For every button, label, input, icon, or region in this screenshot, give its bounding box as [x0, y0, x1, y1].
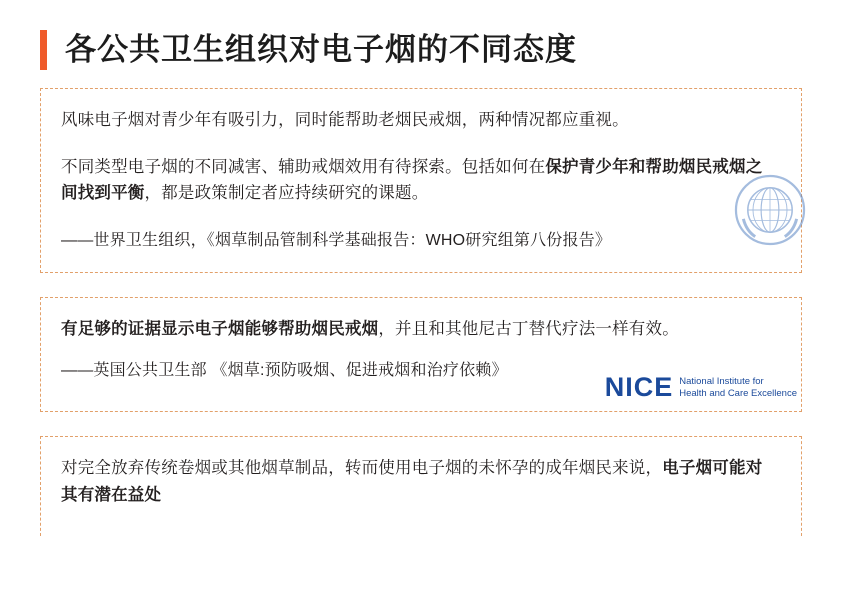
paragraph-segment-bold: 保护青少年和帮助烟民戒烟之间找到平衡 — [61, 157, 763, 203]
title-accent-bar — [40, 30, 47, 70]
nice-logo-word: NICE — [604, 372, 674, 402]
quote-paragraph — [61, 316, 779, 343]
nice-logo-subtitle-line1: National Institute for — [679, 375, 764, 387]
nice-logo-subtitle — [679, 376, 797, 400]
paragraph-segment: 对完全放弃传统卷烟或其他烟草制品，转而使用电子烟的未怀孕的成年烟民来说， — [61, 459, 663, 477]
quote-block-third — [40, 436, 802, 536]
quote-paragraph — [61, 455, 779, 508]
quote-source: ——英国公共卫生部 《烟草:预防吸烟、促进戒烟和治疗依赖》 — [61, 361, 508, 379]
paragraph-segment-bold: 电子烟可能对其有潜在益处 — [61, 459, 763, 504]
page-title — [40, 0, 802, 88]
un-emblem-icon — [733, 173, 807, 247]
paragraph-segment: 风味电子烟对青少年有吸引力，同时能帮助老烟民戒烟，两种情况都应重视。 — [61, 111, 629, 129]
nice-logo-icon — [605, 374, 797, 401]
paragraph-segment: ，并且和其他尼古丁替代疗法一样有效。 — [378, 320, 679, 338]
paragraph-segment-bold: 有足够的证据显示电子烟能够帮助烟民戒烟 — [61, 320, 379, 338]
quote-source: ——世界卫生组织，《烟草制品管制科学基础报告：WHO研究组第八份报告》 — [61, 232, 612, 250]
paragraph-segment: 不同类型电子烟的不同减害、辅助戒烟效用有待探索。包括如何在 — [61, 157, 546, 176]
nice-logo-subtitle-line2: Health and Care Excellence — [679, 387, 797, 399]
quote-paragraph — [61, 107, 779, 134]
paragraph-segment: ，都是政策制定者应持续研究的课题。 — [144, 184, 429, 203]
quote-paragraph — [61, 154, 779, 207]
quote-block-phe — [40, 297, 802, 412]
quote-block-who — [40, 88, 802, 273]
page-title-text: 各公共卫生组织对电子烟的不同态度 — [65, 31, 577, 67]
